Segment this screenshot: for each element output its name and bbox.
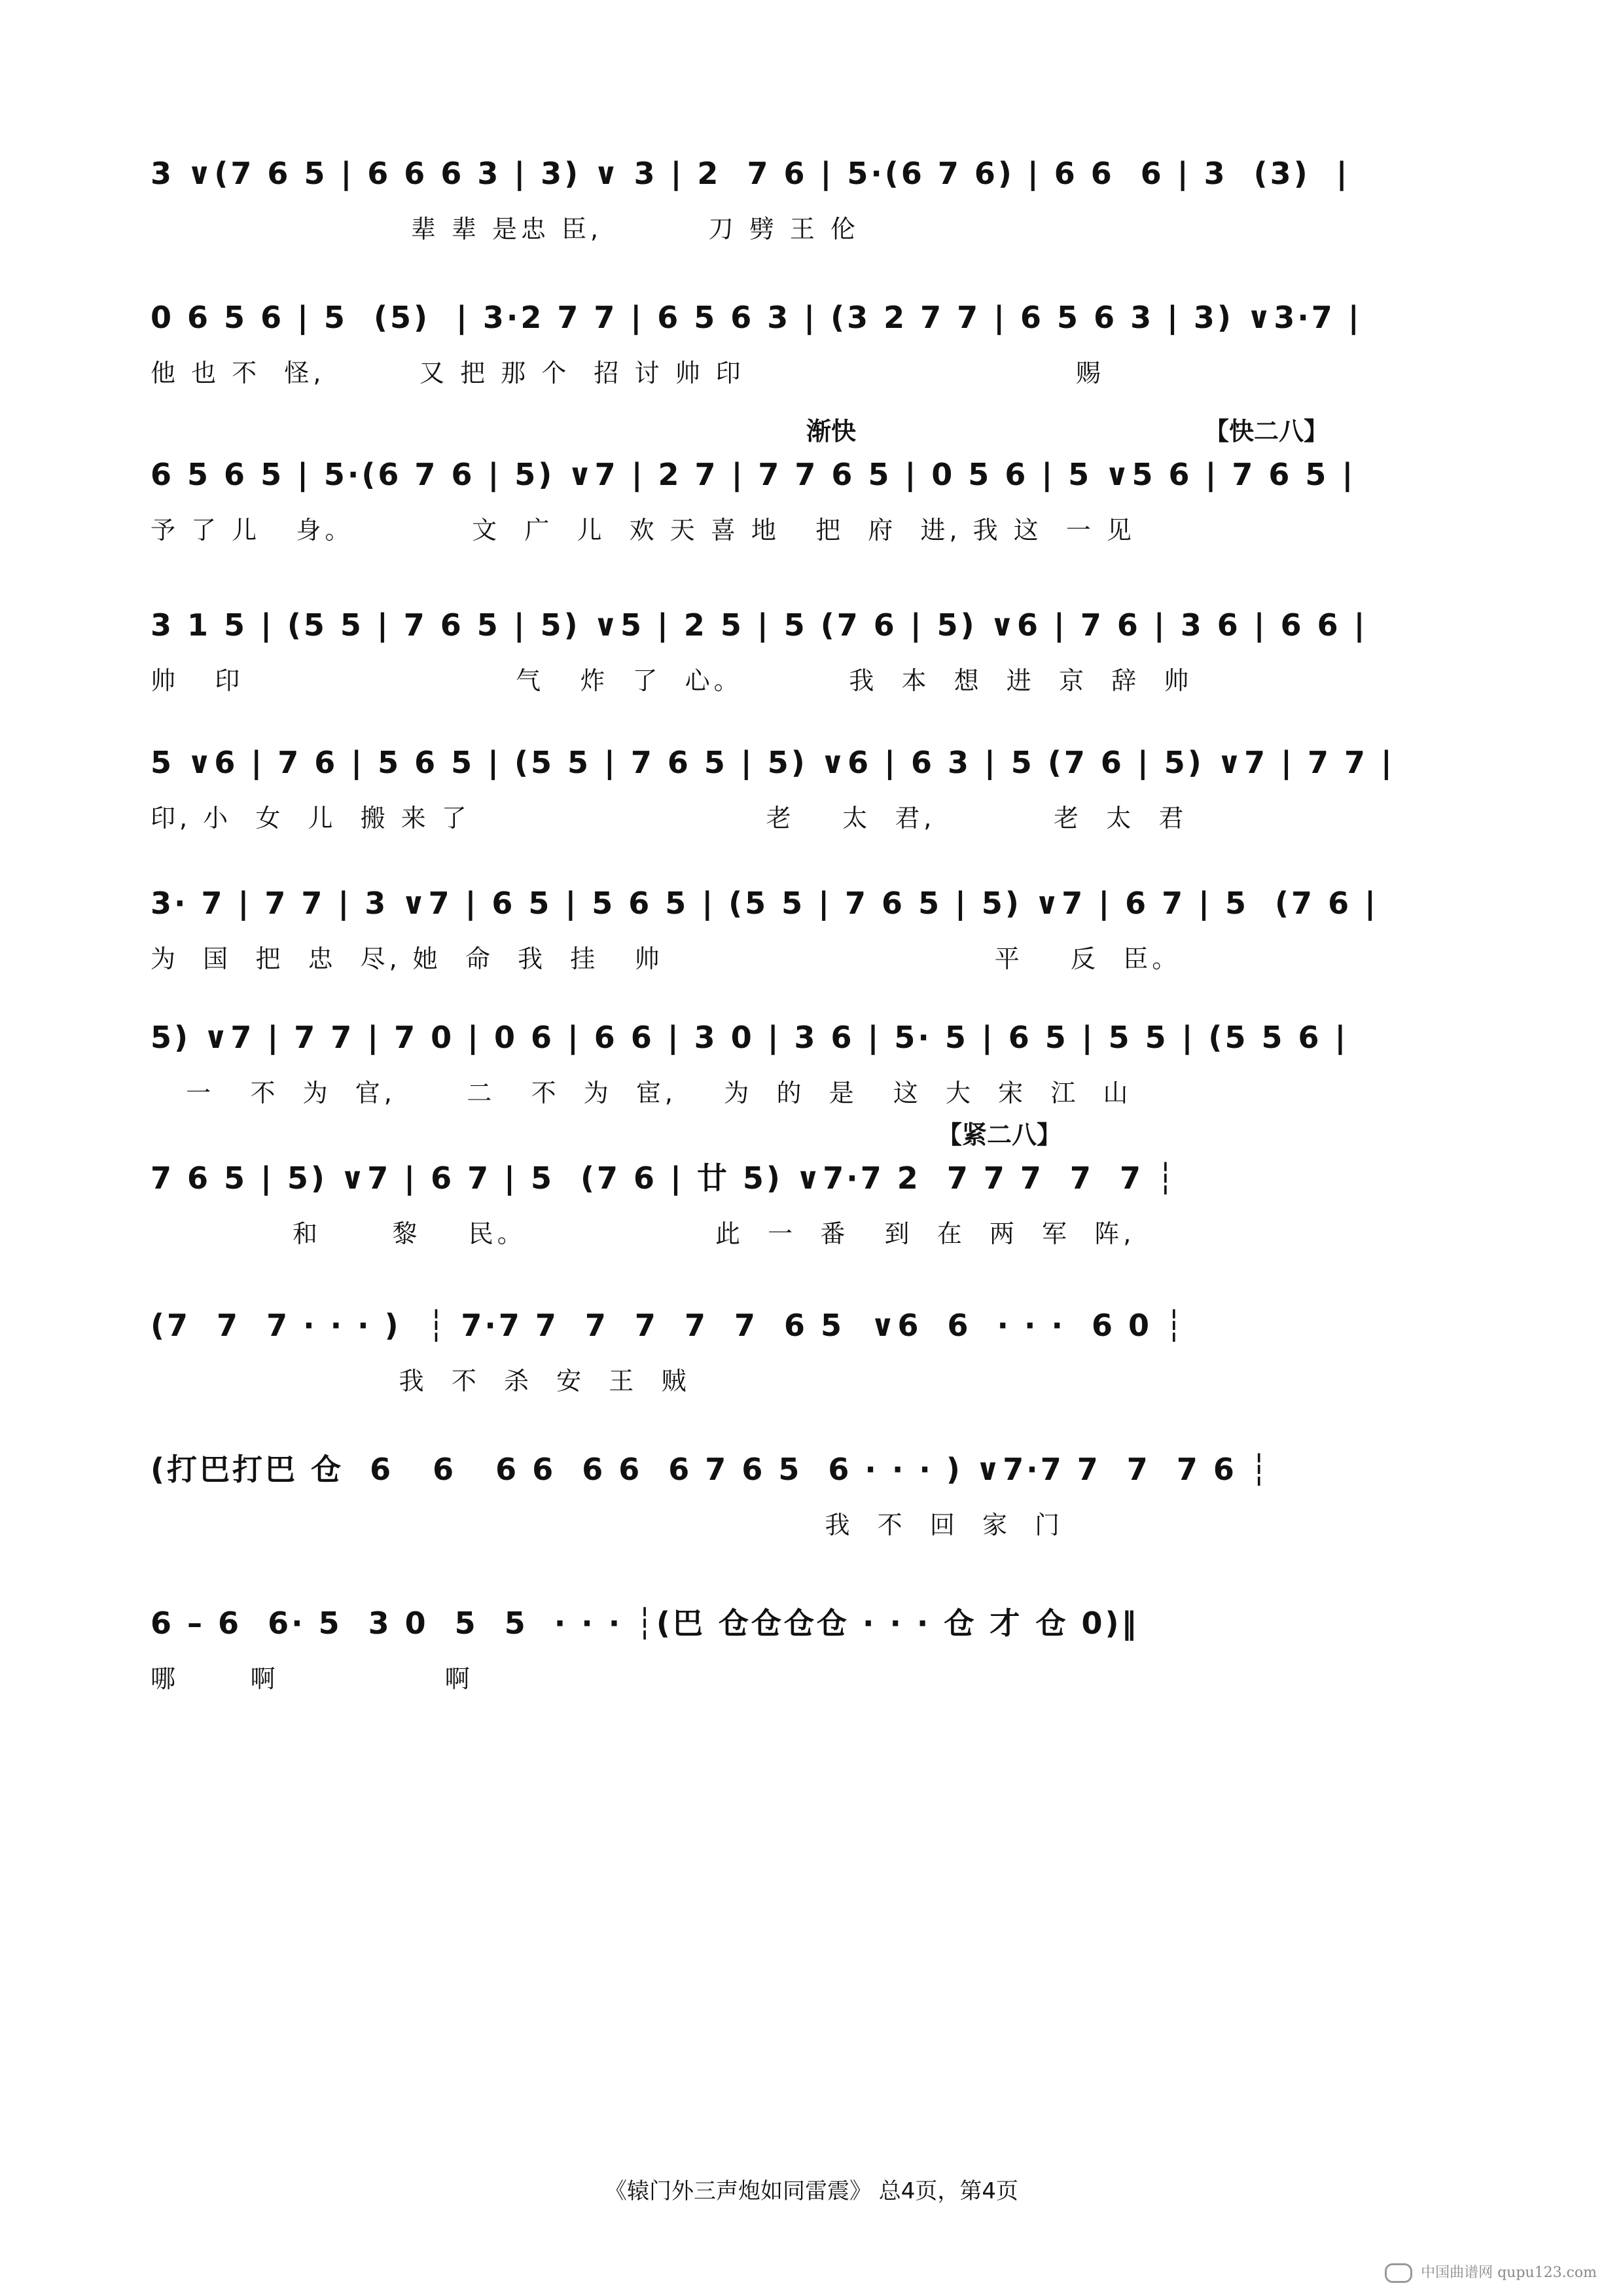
tempo-marking-jiankuai: 渐快: [806, 417, 857, 446]
notation-line: 5 ∨6 | 7 6 | 5 6 5 | (5 5 | 7 6 5 | 5) ∨6 | 6 3 | 5 (7 6 | 5) ∨7 | 7 7 |: [151, 745, 1395, 780]
lyrics-line: 他 也 不 怪, 又 把 那 个 招 讨 帅 印 赐: [151, 359, 1105, 387]
section-marking-jin-erba: 【紧二八】: [937, 1121, 1062, 1149]
lyrics-line: 印, 小 女 儿 搬 来 了 老 太 君, 老 太 君: [151, 804, 1188, 833]
lyrics-line: 我 不 杀 安 王 贼: [151, 1367, 690, 1395]
notation-line: 0 6 5 6 | 5 (5) | 3·2 7 7 | 6 5 6 3 | (3 2 7 7 | 6 5 6 3 | 3) ∨3·7 |: [151, 300, 1362, 335]
notation-line: 5) ∨7 | 7 7 | 7 0 | 0 6 | 6 6 | 3 0 | 3 6 | 5· 5 | 6 5 | 5 5 | (5 5 6 |: [151, 1020, 1349, 1055]
logo-text: 中国曲谱网 qupu123.com: [1421, 2265, 1597, 2281]
notation-line: 3· 7 | 7 7 | 3 ∨7 | 6 5 | 5 6 5 | (5 5 | 7 6 5 | 5) ∨7 | 6 7 | 5 (7 6 |: [151, 886, 1378, 921]
lyrics-line: 一 不 为 官, 二 不 为 宦, 为 的 是 这 大 宋 江 山: [151, 1079, 1132, 1107]
lyrics-line: 为 国 把 忠 尽, 她 命 我 挂 帅 平 反 臣。: [151, 944, 1181, 973]
section-marking-kuai-erba: 【快二八】: [1204, 417, 1329, 446]
page-footer: 《辕门外三声炮如同雷震》 总4页，第4页: [604, 2178, 1019, 2204]
logo-icon: [1385, 2263, 1412, 2283]
lyrics-line: 和 黎 民。 此 一 番 到 在 两 军 阵,: [151, 1219, 1135, 1248]
lyrics-line: 帅 印 气 炸 了 心。 我 本 想 进 京 辞 帅: [151, 666, 1193, 695]
notation-line: (7 7 7 · · · ) ┆ 7·7 7 7 7 7 7 6 5 ∨6 6 · · · 6 0 ┆: [151, 1308, 1186, 1343]
notation-line: 6 5 6 5 | 5·(6 7 6 | 5) ∨7 | 2 7 | 7 7 6 5 | 0 5 6 | 5 ∨5 6 | 7 6 5 |: [151, 457, 1356, 492]
notation-line: 3 1 5 | (5 5 | 7 6 5 | 5) ∨5 | 2 5 | 5 (7 6 | 5) ∨6 | 7 6 | 3 6 | 6 6 |: [151, 607, 1368, 643]
lyrics-line: 予 了 儿 身。 文 广 儿 欢 天 喜 地 把 府 进, 我 这 一 见: [151, 516, 1135, 545]
lyrics-line: 辈 辈 是忠 臣, 刀 劈 王 伦: [151, 215, 860, 243]
notation-line: 7 6 5 | 5) ∨7 | 6 7 | 5 (7 6 | 廿 5) ∨7·7 2 7 7 7 7 7 ┆: [151, 1160, 1177, 1196]
site-logo: [1385, 2261, 1597, 2283]
notation-line: 3 ∨(7 6 5 | 6 6 6 3 | 3) ∨ 3 | 2 7 6 | 5·(6 7 6) | 6 6 6 | 3 (3) |: [151, 156, 1350, 191]
lyrics-line: 我 不 回 家 门: [151, 1511, 1064, 1539]
notation-line: (打巴打巴 仓 6 6 6 6 6 6 6 7 6 5 6 · · · ) ∨7·7 7 7 7 6 ┆: [151, 1452, 1271, 1487]
lyrics-line: 哪 啊 啊: [151, 1664, 474, 1693]
notation-line: 6 – 6 6· 5 3 0 5 5 · · · ┆(巴 仓仓仓仓 · · · 仓 才 仓 0)‖: [151, 1605, 1139, 1641]
